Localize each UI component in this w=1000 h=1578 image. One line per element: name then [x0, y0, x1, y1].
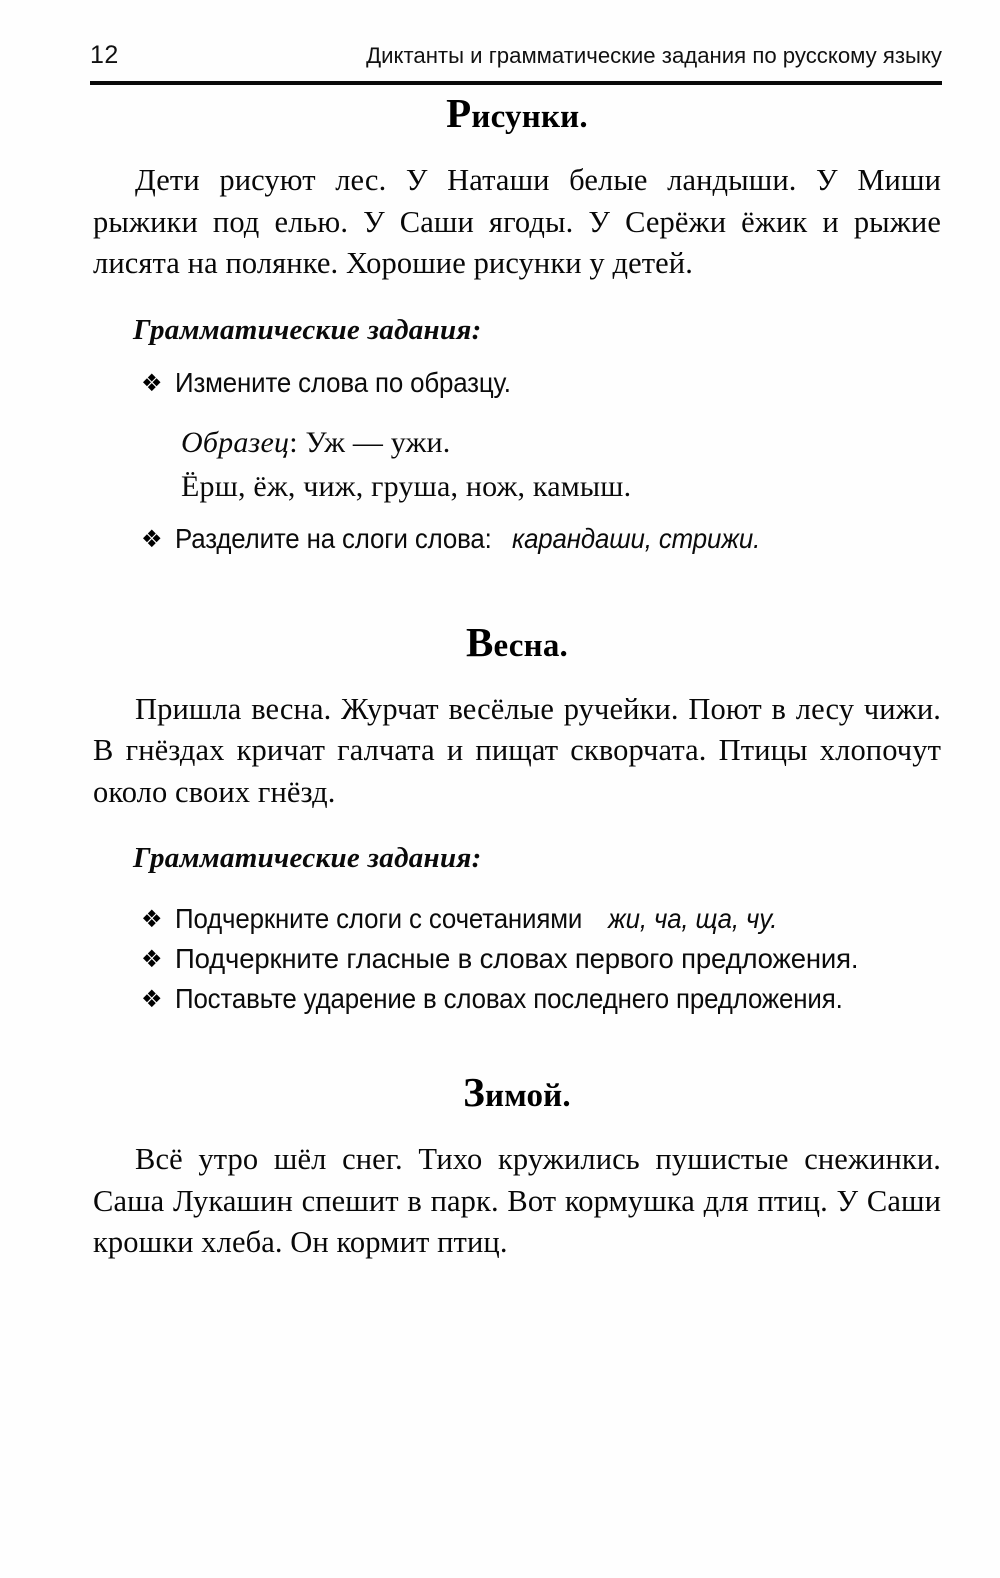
running-title: Диктанты и грамматические задания по русскому языку: [366, 43, 942, 68]
section-title-rest: имой.: [485, 1078, 571, 1114]
task-text: Подчеркните гласные в словах первого предложения.: [175, 943, 859, 974]
header-rule: [90, 81, 942, 85]
dictation-text: Пришла весна. Журчат весёлые ручейки. Поют в лесу чижи. В гнёздах кричат галчата и пищат скворчата. Птицы хлопочут около своих гнёзд.: [93, 691, 941, 809]
example-label-tail: :: [289, 425, 306, 459]
running-head: [90, 40, 942, 74]
task-text: Подчеркните слоги с сочетаниями: [175, 903, 583, 934]
section-title-rest: исунки.: [471, 99, 588, 135]
example-sample: Уж — ужи.: [305, 425, 451, 459]
tasks-heading: Грамматические задания:: [133, 842, 482, 874]
task-item: [93, 939, 941, 979]
example-label: Образец: [181, 425, 290, 459]
dictation-text: Дети рисуют лес. У Наташи белые ландыши. У Миши рыжики под елью. У Саши ягоды. У Серёжи ёжик и рыжие лисята на полянке. Хорошие рисунки у детей.: [93, 163, 941, 280]
diamond-bullet-icon: ❖: [141, 905, 163, 933]
tasks-heading: Грамматические задания:: [133, 313, 482, 346]
tasks-list: [93, 899, 941, 1019]
task-text: Измените слова по образцу.: [175, 366, 511, 398]
tasks-list: [93, 363, 941, 403]
task-text: Поставьте ударение в словах последнего предложения.: [175, 983, 843, 1014]
diamond-bullet-icon: ❖: [141, 985, 163, 1013]
diamond-bullet-icon: ❖: [141, 368, 163, 397]
section-zimoy: [93, 1069, 941, 1264]
section-title: [93, 90, 941, 138]
section-risunki: [93, 90, 941, 559]
drop-initial: Р: [446, 90, 472, 136]
section-title: [93, 618, 941, 667]
diamond-bullet-icon: ❖: [141, 524, 163, 553]
task-item: [93, 363, 941, 403]
task-text: Разделите на слоги слова:: [175, 522, 492, 554]
task-text-italic: карандаши, стрижи.: [511, 522, 761, 554]
task-item: [93, 519, 941, 559]
dictation-text: Всё утро шёл снег. Тихо кружились пушистые снежинки. Саша Лукашин спешит в парк. Вот кормушка для птиц. У Саши крошки хлеба. Он кормит птиц.: [93, 1142, 941, 1259]
content-column: [93, 90, 941, 1264]
page-number: 12: [90, 41, 119, 69]
section-vesna: [93, 618, 941, 1020]
example-line: [93, 421, 941, 465]
section-title: [93, 1069, 941, 1117]
example-words: Ёрш, ёж, чиж, груша, нож, камыш.: [181, 469, 632, 503]
task-text-italic: жи, ча, ща, чу.: [608, 903, 778, 934]
tasks-list-continued: [93, 519, 941, 559]
diamond-bullet-icon: ❖: [141, 945, 163, 973]
task-item: [93, 899, 941, 939]
task-item: [93, 979, 941, 1019]
drop-initial: З: [463, 1069, 485, 1115]
drop-initial: В: [465, 618, 494, 665]
section-title-rest: есна.: [493, 627, 568, 664]
